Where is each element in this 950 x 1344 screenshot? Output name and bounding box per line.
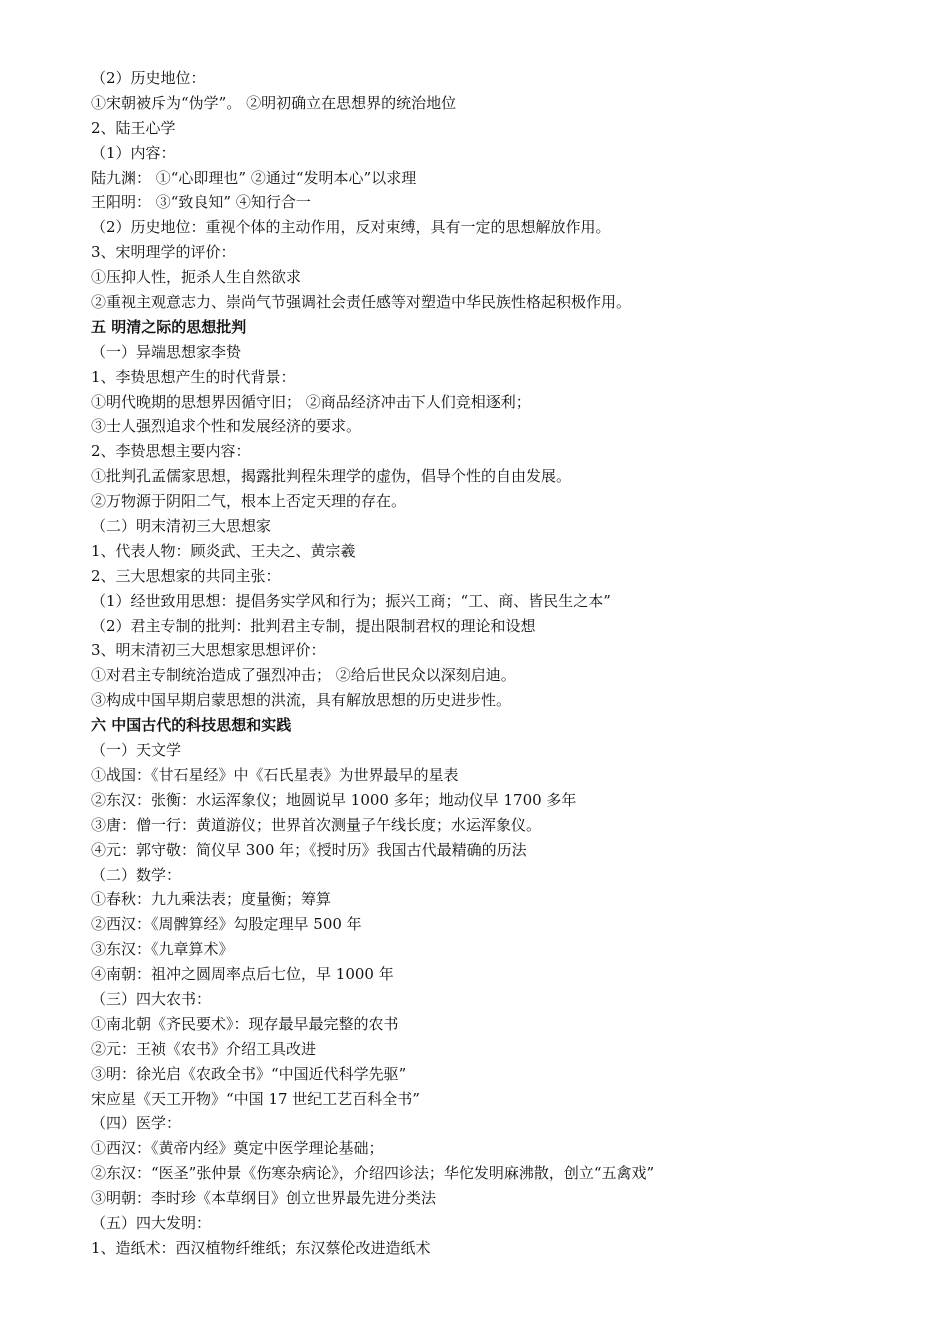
text-line: ①批判孔孟儒家思想，揭露批判程朱理学的虚伪，倡导个性的自由发展。: [91, 467, 572, 486]
text-line: （一）异端思想家李贽: [91, 342, 242, 361]
text-line: 王阳明： ③“致良知” ④知行合一: [91, 193, 311, 212]
text-line: ②元：王祯《农书》介绍工具改进: [91, 1039, 317, 1058]
text-line: 3、明末清初三大思想家思想评价：: [91, 641, 326, 660]
text-line: （二）数学：: [91, 865, 182, 884]
text-line: ④元：郭守敬：简仪早 300 年；《授时历》我国古代最精确的历法: [91, 840, 527, 859]
text-line: （1）经世致用思想：提倡务实学风和行为；振兴工商；“工、商、皆民生之本”: [91, 591, 611, 610]
text-line: 2、李贽思想主要内容：: [91, 442, 251, 461]
text-line: 1、代表人物：顾炎武、王夫之、黄宗羲: [91, 541, 356, 560]
text-line: ①战国：《甘石星经》中《石氏星表》为世界最早的星表: [91, 765, 459, 784]
text-line: ③明：徐光启《农政全书》“中国近代科学先驱”: [91, 1064, 407, 1083]
text-line: ①西汉：《黄帝内经》奠定中医学理论基础；: [91, 1139, 384, 1158]
text-line: ②东汉：张衡：水运浑象仪；地圆说早 1000 多年；地动仪早 1700 多年: [91, 790, 577, 809]
text-line: ③唐：僧一行：黄道游仪；世界首次测量子午线长度；水运浑象仪。: [91, 815, 542, 834]
text-line: （2）历史地位：重视个体的主动作用，反对束缚，具有一定的思想解放作用。: [91, 218, 611, 237]
text-line: （1）内容：: [91, 143, 176, 162]
text-line: （四）医学：: [91, 1114, 182, 1133]
text-line: （一）天文学: [91, 741, 182, 760]
text-line: ①压抑人性，扼杀人生自然欲求: [91, 268, 302, 287]
text-line: ①南北朝《齐民要术》：现存最早最完整的农书: [91, 1014, 399, 1033]
text-line: ①明代晚期的思想界因循守旧； ②商品经济冲击下人们竞相逐利；: [91, 392, 531, 411]
text-line: ③构成中国早期启蒙思想的洪流，具有解放思想的历史进步性。: [91, 691, 512, 710]
text-line: ①春秋：九九乘法表；度量衡；筹算: [91, 890, 332, 909]
text-line: ③明朝：李时珍《本草纲目》创立世界最先进分类法: [91, 1189, 437, 1208]
document-body: [91, 66, 911, 1261]
text-line: ④南朝：祖冲之圆周率点后七位，早 1000 年: [91, 965, 394, 984]
text-line: ②万物源于阴阳二气，根本上否定天理的存在。: [91, 492, 407, 511]
text-line: （三）四大农书：: [91, 989, 212, 1008]
text-line: 2、陆王心学: [91, 118, 176, 137]
text-line: ②东汉：“医圣”张仲景《伤寒杂病论》，介绍四诊法；华佗发明麻沸散，创立“五禽戏”: [91, 1164, 655, 1183]
text-line: ①对君主专制统治造成了强烈冲击； ②给后世民众以深刻启迪。: [91, 666, 516, 685]
section-heading: 六 中国古代的科技思想和实践: [91, 716, 292, 735]
text-line: （五）四大发明：: [91, 1213, 212, 1232]
text-line: ③士人强烈追求个性和发展经济的要求。: [91, 417, 362, 436]
text-line: （2）君主专制的批判：批判君主专制，提出限制君权的理论和设想: [91, 616, 536, 635]
text-line: 宋应星《天工开物》“中国 17 世纪工艺百科全书”: [91, 1089, 420, 1108]
text-line: ②重视主观意志力、崇尚气节强调社会责任感等对塑造中华民族性格起积极作用。: [91, 293, 632, 312]
section-heading: 五 明清之际的思想批判: [91, 317, 247, 336]
text-line: ①宋朝被斥为“伪学”。 ②明初确立在思想界的统治地位: [91, 93, 457, 112]
text-line: ②西汉：《周髀算经》勾股定理早 500 年: [91, 915, 362, 934]
text-line: （二）明末清初三大思想家: [91, 517, 272, 536]
text-line: ③东汉：《九章算术》: [91, 940, 234, 959]
text-line: （2）历史地位：: [91, 69, 206, 87]
text-line: 3、宋明理学的评价：: [91, 243, 236, 262]
text-line: 1、李贽思想产生的时代背景：: [91, 367, 296, 386]
text-line: 陆九渊： ①“心即理也” ②通过“发明本心”以求理: [91, 168, 417, 187]
text-line: 2、三大思想家的共同主张：: [91, 566, 281, 585]
text-line: 1、造纸术：西汉植物纤维纸；东汉蔡伦改进造纸术: [91, 1238, 431, 1257]
